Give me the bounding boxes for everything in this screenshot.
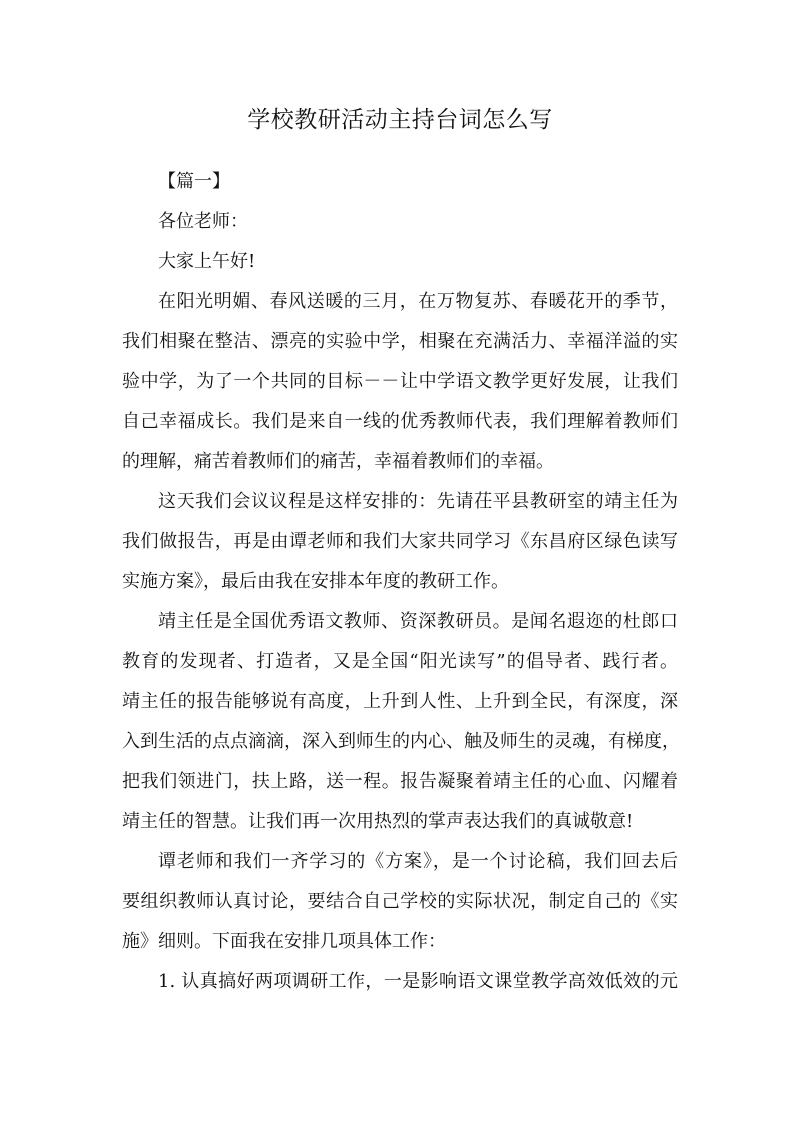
paragraph-line: 要组织教师认真讨论，要结合自己学校的实际状况，制定自己的《实 xyxy=(122,891,678,912)
paragraph-line: 靖主任的报告能够说有高度，上升到人性、上升到全民，有深度，深 xyxy=(122,691,678,712)
paragraph xyxy=(122,282,678,482)
paragraph xyxy=(122,842,678,962)
paragraph-line: 我们相聚在整洁、漂亮的实验中学，相聚在充满活力、幸福洋溢的实 xyxy=(122,331,678,352)
document-title: 学校教研活动主持台词怎么写 xyxy=(247,107,553,133)
greeting: 大家上午好! xyxy=(158,251,256,272)
paragraph-line: 谭老师和我们一齐学习的《方案》，是一个讨论稿，我们回去后 xyxy=(158,851,678,872)
paragraph-line: 实施方案》，最后由我在安排本年度的教研工作。 xyxy=(122,571,509,592)
paragraph-line: 施》细则。下面我在安排几项具体工作： xyxy=(122,931,446,952)
paragraph-line: 我们做报告，再是由谭老师和我们大家共同学习《东昌府区绿色读写 xyxy=(122,531,678,552)
paragraph-line: 的理解，痛苦着教师们的痛苦，幸福着教师们的幸福。 xyxy=(122,451,554,472)
paragraph-line: 把我们领进门，扶上路，送一程。报告凝聚着靖主任的心血、闪耀着 xyxy=(122,771,678,792)
paragraph-line: 1. 认真搞好两项调研工作，一是影响语文课堂教学高效低效的元 xyxy=(158,971,678,992)
paragraph-line: 验中学，为了一个共同的目标－－让中学语文教学更好发展，让我们 xyxy=(122,371,678,392)
section-label: 【篇一】 xyxy=(158,171,230,192)
paragraph xyxy=(122,962,678,1002)
paragraph-list xyxy=(122,282,678,1002)
paragraph-line: 靖主任是全国优秀语文教师、资深教研员。是闻名遐迩的杜郎口 xyxy=(158,611,678,632)
paragraph-line: 入到生活的点点滴滴，深入到师生的内心、触及师生的灵魂，有梯度， xyxy=(122,731,680,752)
paragraph-line: 教育的发现者、打造者，又是全国“阳光读写”的倡导者、践行者。 xyxy=(122,651,678,672)
paragraph-line: 在阳光明媚、春风送暖的三月，在万物复苏、春暖花开的季节， xyxy=(158,291,678,312)
paragraph-line: 靖主任的智慧。让我们再一次用热烈的掌声表达我们的真诚敬意! xyxy=(122,811,634,832)
paragraph xyxy=(122,482,678,602)
salutation: 各位老师： xyxy=(158,211,248,232)
paragraph-line: 自己幸福成长。我们是来自一线的优秀教师代表，我们理解着教师们 xyxy=(122,411,678,432)
document-body xyxy=(122,162,678,1002)
paragraph-line: 这天我们会议议程是这样安排的：先请茌平县教研室的靖主任为 xyxy=(158,491,678,512)
paragraph xyxy=(122,602,678,842)
